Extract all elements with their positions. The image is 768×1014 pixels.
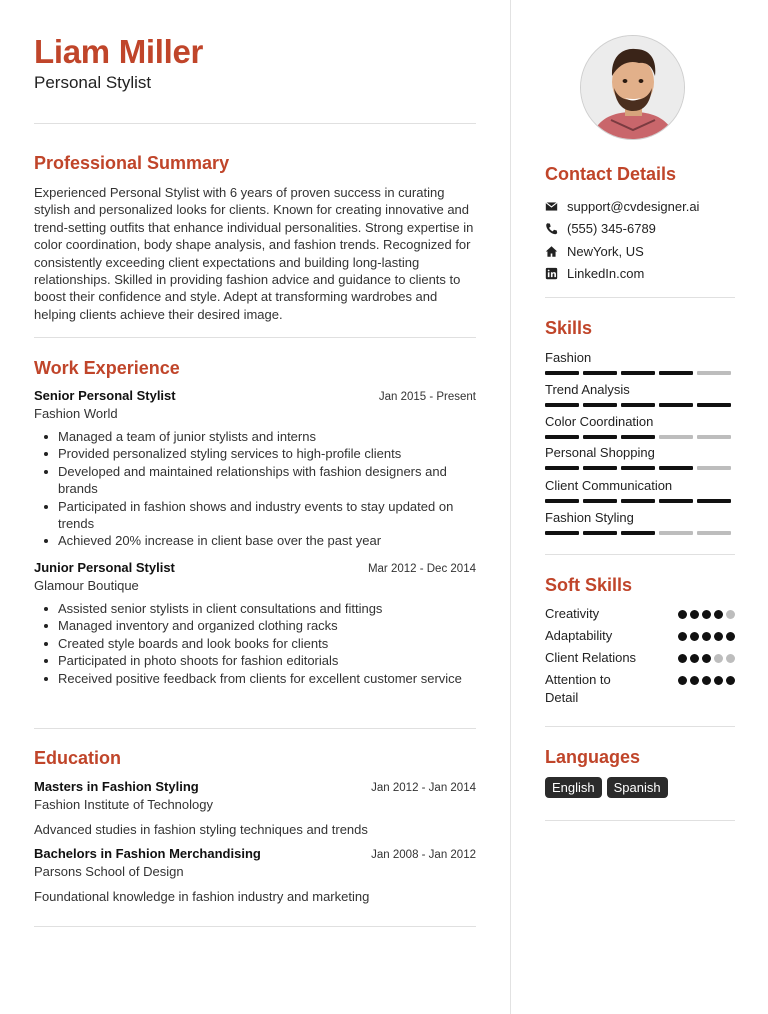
soft-skill-rating xyxy=(678,654,735,667)
contact-location xyxy=(545,240,735,263)
location-text: NewYork, US xyxy=(567,243,644,259)
skills-heading: Skills xyxy=(545,318,593,338)
skill-item xyxy=(545,510,735,535)
candidate-name: Liam Miller xyxy=(34,33,204,70)
skill-level-segment xyxy=(659,371,693,375)
skill-level-segment xyxy=(659,531,693,535)
skill-level-bar xyxy=(545,466,735,470)
rating-dot xyxy=(726,654,735,663)
skill-level-bar xyxy=(545,435,735,439)
skill-level-segment xyxy=(697,499,731,503)
skill-level-segment xyxy=(697,435,731,439)
phone-icon xyxy=(545,222,558,235)
phone-text: (555) 345-6789 xyxy=(567,221,656,237)
rating-dot xyxy=(726,610,735,619)
soft-skill-name: Creativity xyxy=(545,606,600,621)
skill-level-segment xyxy=(545,499,579,503)
degree: Bachelors in Fashion Merchandising xyxy=(34,846,261,861)
skill-level-segment xyxy=(545,531,579,535)
column-divider xyxy=(510,0,511,1014)
school: Fashion Institute of Technology xyxy=(34,797,213,812)
soft-skill-name: Attention to Detail xyxy=(545,672,611,705)
list-item: Received positive feedback from clients for excellent customer service xyxy=(34,670,476,687)
skill-name: Trend Analysis xyxy=(545,382,630,397)
skill-level-segment xyxy=(583,499,617,503)
work-heading: Work Experience xyxy=(34,358,180,378)
education-description: Foundational knowledge in fashion industry and marketing xyxy=(34,889,370,904)
skill-item xyxy=(545,478,735,503)
linkedin-icon xyxy=(545,267,558,280)
contact-list xyxy=(545,195,735,285)
summary-text: Experienced Personal Stylist with 6 years of proven success in curating stylish and personalized looks for clients. Known for creating innovative and trend-setting outfits that enhance individual personalities. Strong expertise in color coordination, body shape analysis, and fashion trends. Recognized for consistently exceeding client expectations and building long-lasting relationships. Skilled in providing fashion advice and guidance to clients to boost their confidence and style. Adept at transforming wardrobes and helping clients achieve their desired image. xyxy=(34,185,474,322)
divider xyxy=(34,123,476,124)
rating-dot xyxy=(702,632,711,641)
divider xyxy=(34,337,476,338)
soft-skill-rating xyxy=(678,610,735,623)
job-company: Glamour Boutique xyxy=(34,578,139,593)
rating-dot xyxy=(690,676,699,685)
skill-level-segment xyxy=(659,499,693,503)
list-item: Managed a team of junior stylists and interns xyxy=(34,428,476,445)
skill-level-segment xyxy=(621,531,655,535)
education-heading: Education xyxy=(34,748,122,768)
list-item: Developed and maintained relationships with fashion designers and brands xyxy=(34,463,476,498)
linkedin-text: LinkedIn.com xyxy=(567,266,645,282)
list-item: Created style boards and look books for clients xyxy=(34,635,476,652)
skill-name: Color Coordination xyxy=(545,414,654,429)
skill-level-bar xyxy=(545,499,735,503)
list-item: Participated in photo shoots for fashion editorials xyxy=(34,652,476,669)
skill-level-segment xyxy=(621,435,655,439)
rating-dot xyxy=(678,610,687,619)
skill-level-segment xyxy=(621,403,655,407)
soft-skill-item xyxy=(545,605,735,623)
contact-heading: Contact Details xyxy=(545,164,677,184)
skill-level-segment xyxy=(697,371,731,375)
skill-level-segment xyxy=(697,466,731,470)
divider xyxy=(545,726,735,727)
rating-dot xyxy=(678,632,687,641)
soft-skill-name: Client Relations xyxy=(545,650,637,665)
rating-dot xyxy=(678,654,687,663)
language-tag: Spanish xyxy=(607,777,668,798)
job-dates: Mar 2012 - Dec 2014 xyxy=(367,563,476,575)
skill-item xyxy=(545,350,735,375)
skill-level-segment xyxy=(545,371,579,375)
education-dates: Jan 2012 - Jan 2014 xyxy=(371,782,476,794)
degree: Masters in Fashion Styling xyxy=(34,779,199,794)
education-entry xyxy=(34,846,476,904)
skill-item xyxy=(545,414,735,439)
job-company: Fashion World xyxy=(34,406,118,421)
divider xyxy=(545,554,735,555)
soft-skill-item xyxy=(545,671,735,707)
education-description: Advanced studies in fashion styling techniques and trends xyxy=(34,822,368,837)
skill-level-segment xyxy=(545,435,579,439)
skill-level-segment xyxy=(621,371,655,375)
job-entry xyxy=(34,560,476,687)
contact-linkedin[interactable] xyxy=(545,263,735,286)
job-bullets xyxy=(34,428,476,550)
skill-level-segment xyxy=(583,435,617,439)
soft-skill-rating xyxy=(678,676,735,707)
divider xyxy=(34,728,476,729)
rating-dot xyxy=(702,654,711,663)
divider xyxy=(545,820,735,821)
rating-dot xyxy=(714,676,723,685)
education-entry xyxy=(34,779,476,837)
skill-level-bar xyxy=(545,403,735,407)
skill-level-segment xyxy=(697,403,731,407)
skill-item xyxy=(545,382,735,407)
skill-name: Personal Shopping xyxy=(545,445,655,460)
skill-level-segment xyxy=(659,403,693,407)
skill-name: Client Communication xyxy=(545,478,673,493)
skill-level-segment xyxy=(621,499,655,503)
job-title: Senior Personal Stylist xyxy=(34,388,176,403)
rating-dot xyxy=(702,676,711,685)
list-item: Achieved 20% increase in client base over the past year xyxy=(34,532,476,549)
divider xyxy=(545,297,735,298)
job-bullets xyxy=(34,600,476,687)
list-item: Participated in fashion shows and industry events to stay updated on trends xyxy=(34,498,476,533)
rating-dot xyxy=(714,610,723,619)
skill-name: Fashion xyxy=(545,350,592,365)
language-tags xyxy=(545,777,668,798)
skill-level-segment xyxy=(659,435,693,439)
contact-email[interactable] xyxy=(545,195,735,218)
rating-dot xyxy=(726,676,735,685)
rating-dot xyxy=(690,654,699,663)
rating-dot xyxy=(714,632,723,641)
skill-item xyxy=(545,445,735,470)
rating-dot xyxy=(714,654,723,663)
job-dates: Jan 2015 - Present xyxy=(378,391,476,403)
summary-heading: Professional Summary xyxy=(34,153,230,173)
skill-level-segment xyxy=(583,371,617,375)
skill-level-segment xyxy=(697,531,731,535)
soft-skill-name: Adaptability xyxy=(545,628,613,643)
profile-photo xyxy=(580,35,685,140)
education-dates: Jan 2008 - Jan 2012 xyxy=(371,849,476,861)
skill-level-segment xyxy=(545,466,579,470)
skill-name: Fashion Styling xyxy=(545,510,634,525)
list-item: Managed inventory and organized clothing racks xyxy=(34,617,476,634)
skill-level-segment xyxy=(621,466,655,470)
rating-dot xyxy=(702,610,711,619)
soft-skill-item xyxy=(545,627,735,645)
rating-dot xyxy=(678,676,687,685)
skill-level-segment xyxy=(583,531,617,535)
skill-level-bar xyxy=(545,371,735,375)
skill-level-bar xyxy=(545,531,735,535)
rating-dot xyxy=(690,632,699,641)
candidate-title: Personal Stylist xyxy=(34,73,152,92)
skill-level-segment xyxy=(659,466,693,470)
contact-phone[interactable] xyxy=(545,218,735,241)
soft-skill-rating xyxy=(678,632,735,645)
email-text: support@cvdesigner.ai xyxy=(567,198,700,214)
job-entry xyxy=(34,388,476,550)
language-tag: English xyxy=(545,777,602,798)
job-title: Junior Personal Stylist xyxy=(34,560,175,575)
rating-dot xyxy=(690,610,699,619)
skill-level-segment xyxy=(583,466,617,470)
divider xyxy=(34,926,476,927)
home-icon xyxy=(545,245,558,258)
envelope-icon xyxy=(545,200,558,213)
soft-skill-item xyxy=(545,649,735,667)
skill-level-segment xyxy=(583,403,617,407)
soft-skills-heading: Soft Skills xyxy=(545,575,633,595)
portrait-illustration xyxy=(581,36,685,140)
school: Parsons School of Design xyxy=(34,864,184,879)
skill-level-segment xyxy=(545,403,579,407)
rating-dot xyxy=(726,632,735,641)
list-item: Assisted senior stylists in client consultations and fittings xyxy=(34,600,476,617)
list-item: Provided personalized styling services to high-profile clients xyxy=(34,445,476,462)
languages-heading: Languages xyxy=(545,747,641,767)
